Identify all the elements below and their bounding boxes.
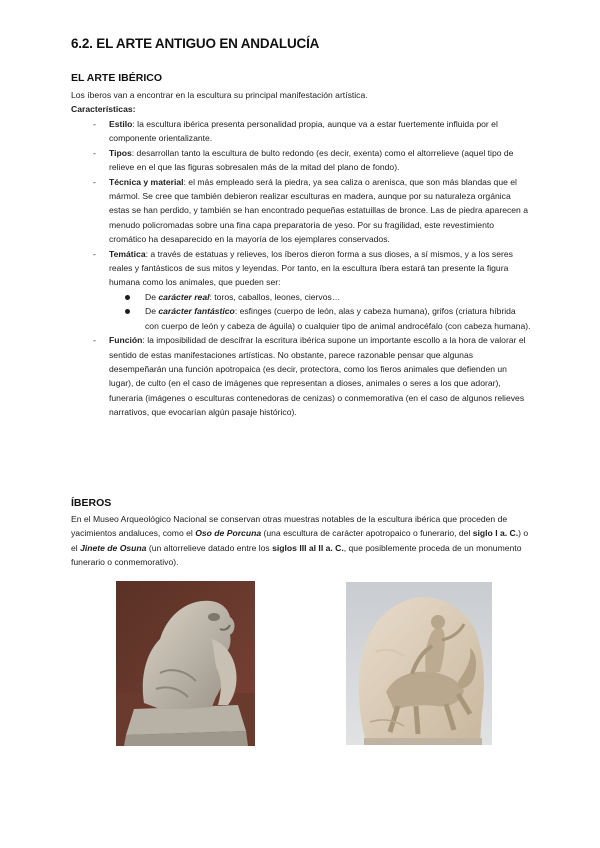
iberos-paragraph — [71, 512, 531, 570]
list-item-caracter-real — [109, 290, 531, 304]
animal-types-list — [109, 290, 531, 333]
iberos-text-5: , que posiblemente proceda de un monumento funerario o conmemorativo). — [71, 542, 522, 568]
list-item-estilo — [93, 117, 531, 146]
jinete-de-osuna-photo — [346, 582, 492, 745]
iberos-text-2: (una escultura de carácter apotropaico o funerario, del — [261, 528, 473, 539]
caracteristicas-colon: : — [132, 104, 136, 115]
text-tipos: : desarrollan tanto la escultura de bulto redondo (es decir, exenta) como el altorrelieve (aquel tipo de relieve en el que las figuras sobresalen más de la mitad del plano de fondo). — [109, 147, 514, 173]
list-item-tipos — [93, 146, 531, 175]
prefix-fantastico: De — [145, 306, 159, 317]
term-funcion: Función — [109, 335, 143, 346]
section-heading-iberos: ÍBEROS — [71, 497, 112, 509]
caracteristicas-label: Características — [71, 104, 133, 115]
oso-de-porcuna-photo — [116, 581, 255, 746]
text-tecnica: : el más empleado será la piedra, ya sea caliza o arenisca, que son más blandas que el mármol. Se cree que también debieron realizar esculturas en madera, aunque por su naturaleza orgánica estas se han perdido, y también se han encontrado pequeñas estatuillas de bronce. Las de piedra aparecen a menudo policromadas sobre una fina capa preparatoria de yeso. Por su fragilidad, este revestimiento cromático ha desaparecido en la mayoría de los ejemplares conservados. — [109, 176, 528, 245]
text-caracter-real: : toros, caballos, leones, ciervos… — [209, 291, 341, 302]
term-caracter-real: carácter real — [158, 291, 210, 302]
term-caracter-fantastico: carácter fantástico — [158, 306, 235, 317]
iberos-text-3: ) o el — [71, 528, 529, 553]
text-funcion: : la imposibilidad de descifrar la escritura ibérica supone un importante escollo a la hora de valorar el sentido de estas manifestaciones artísticas. No obstante, parece razonable pensar que algunas desempeñarán una función apotropaica (es decir, protectora, como los fieros animales que defienden un lugar), de culto (en el caso de imágenes que representan a dioses, animales o seres a los que adorar), funeraria (imágenes o esculturas contenedoras de cenizas) o conmemorativa (en el caso de algunos relieves narrativos, que evocarían algún pasaje histórico). — [109, 335, 526, 418]
term-tipos: Tipos — [109, 147, 132, 158]
list-item-caracter-fantastico — [109, 304, 531, 333]
list-item-tematica — [93, 247, 531, 333]
term-tecnica: Técnica y material — [109, 176, 184, 187]
text-caracter-fantastico: : esfinges (cuerpo de león, alas y cabeza humana), grifos (criatura híbrida con cuerpo de león y cabeza de águila) o cualquier tipo de animal androcéfalo (con cabeza humana). — [145, 306, 531, 331]
iberos-text-1: En el Museo Arqueológico Nacional se conservan otras muestras notables de la escultura ibérica que proceden de yacimientos andaluces, como el — [71, 514, 508, 539]
intro-text: Los íberos van a encontrar en la escultura su principal manifestación artística. — [71, 90, 368, 100]
siglos-iii-ii: siglos III al II a. C. — [272, 542, 344, 553]
text-tematica: : a través de estatuas y relieves, los íberos dieron forma a sus dioses, a sí mismos, y a los seres reales y fantásticos de sus mitos y leyendas. Por tanto, en la escultura íbera estará tan presente la figura humana como los animales, que pueden ser: — [109, 248, 513, 288]
siglo-i: siglo I a. C. — [472, 528, 519, 539]
page-title: 6.2. EL ARTE ANTIGUO EN ANDALUCÍA — [71, 36, 320, 51]
oso-de-porcuna: Oso de Porcuna — [195, 528, 262, 539]
bear-sculpture-image — [116, 581, 255, 746]
jinete-de-osuna: Jinete de Osuna — [80, 542, 147, 553]
prefix-real: De — [145, 291, 159, 302]
text-estilo: : la escultura ibérica presenta personalidad propia, aunque va a estar fuertemente influida por el componente orientalizante. — [109, 119, 498, 144]
characteristics-list — [93, 117, 531, 420]
list-item-funcion — [93, 333, 531, 419]
section-heading-arte-iberico: EL ARTE IBÉRICO — [71, 72, 163, 84]
iberos-text-4: (un altorrelieve datado entre los — [146, 542, 273, 553]
term-tematica: Temática — [109, 248, 146, 259]
horseman-relief-image — [346, 582, 492, 745]
term-estilo: Estilo — [109, 119, 133, 129]
intro-paragraph — [71, 88, 531, 117]
list-item-tecnica — [93, 175, 531, 247]
